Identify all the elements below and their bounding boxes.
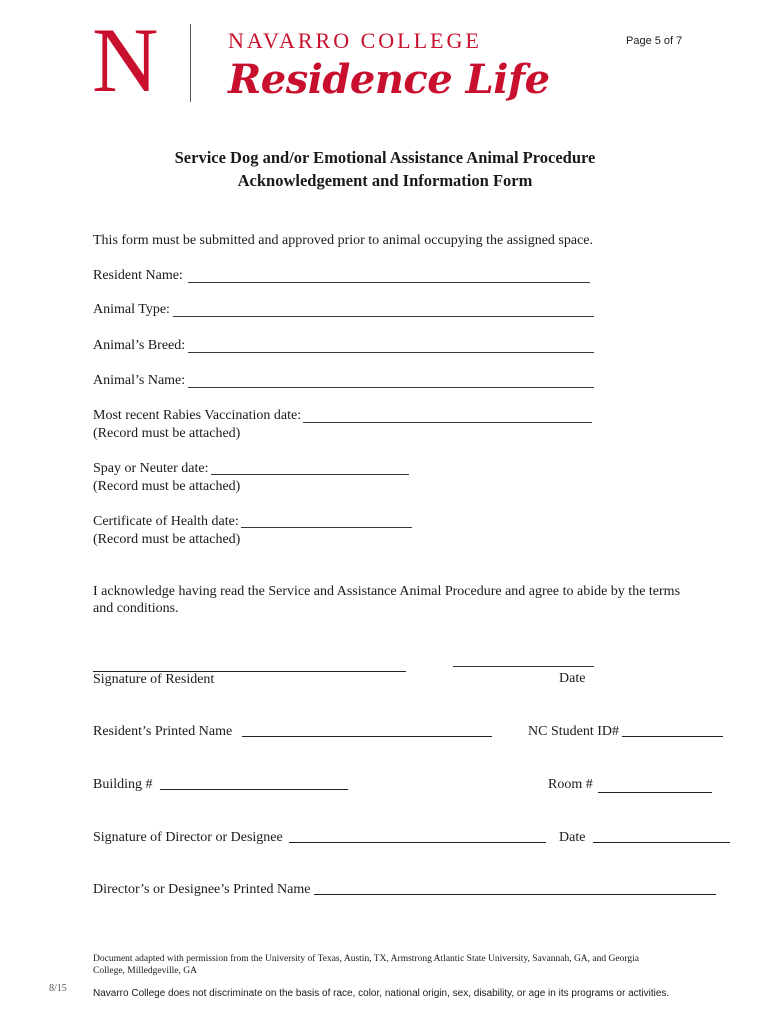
resident-name-label: Resident Name:	[93, 268, 183, 283]
version-date: 8/15	[49, 983, 67, 994]
director-date-label: Date	[559, 830, 586, 845]
college-name: NAVARRO COLLEGE	[228, 28, 482, 53]
health-date-field[interactable]	[241, 527, 412, 528]
nondiscrimination-statement: Navarro College does not discriminate on the basis of race, color, national origin, sex, disability, or age in its programs or activities.	[93, 988, 670, 999]
adapted-notice-line1: Document adapted with permission from the University of Texas, Austin, TX, Armstrong Atlantic State University, Savannah, GA, and Georgia	[93, 954, 639, 964]
building-field[interactable]	[160, 789, 348, 790]
acknowledgement-line1: I acknowledge having read the Service and Assistance Animal Procedure and agree to abide by the terms	[93, 584, 681, 599]
building-label: Building #	[93, 777, 153, 792]
intro-text: This form must be submitted and approved prior to animal occupying the assigned space.	[93, 233, 593, 248]
animal-name-label: Animal’s Name:	[93, 373, 186, 388]
student-id-label: NC Student ID#	[528, 724, 619, 739]
director-signature-label: Signature of Director or Designee	[93, 830, 283, 845]
resident-signature-label: Signature of Resident	[93, 672, 215, 687]
acknowledgement-line2: and conditions.	[93, 601, 179, 616]
form-title-line2: Acknowledgement and Information Form	[237, 171, 533, 190]
health-record-note: (Record must be attached)	[93, 532, 241, 547]
adapted-notice-line2: College, Milledgeville, GA	[93, 966, 197, 976]
rabies-record-note: (Record must be attached)	[93, 426, 241, 441]
resident-date-label: Date	[559, 671, 586, 686]
room-field[interactable]	[598, 792, 712, 793]
college-logo-letter: N	[92, 9, 157, 111]
printed-name-label: Resident’s Printed Name	[93, 724, 233, 739]
student-id-field[interactable]	[622, 736, 723, 737]
rabies-date-field[interactable]	[303, 422, 592, 423]
logo-divider	[190, 24, 191, 102]
director-signature-field[interactable]	[289, 842, 546, 843]
animal-type-field[interactable]	[173, 316, 594, 317]
director-printed-name-field[interactable]	[314, 894, 716, 895]
animal-breed-label: Animal’s Breed:	[93, 338, 186, 353]
rabies-date-label: Most recent Rabies Vaccination date:	[93, 408, 302, 423]
health-date-label: Certificate of Health date:	[93, 514, 239, 529]
spay-date-field[interactable]	[211, 474, 409, 475]
resident-name-field[interactable]	[188, 282, 590, 283]
printed-name-field[interactable]	[242, 736, 492, 737]
animal-name-field[interactable]	[188, 387, 594, 388]
page-indicator: Page 5 of 7	[626, 35, 683, 47]
spay-record-note: (Record must be attached)	[93, 479, 241, 494]
animal-breed-field[interactable]	[188, 352, 594, 353]
department-name: Residence Life	[228, 56, 550, 103]
form-title-line1: Service Dog and/or Emotional Assistance Animal Procedure	[174, 148, 596, 167]
director-date-field[interactable]	[593, 842, 730, 843]
resident-date-field[interactable]	[453, 666, 594, 667]
director-printed-name-label: Director’s or Designee’s Printed Name	[93, 882, 311, 897]
room-label: Room #	[548, 777, 593, 792]
animal-type-label: Animal Type:	[93, 302, 170, 317]
spay-date-label: Spay or Neuter date:	[93, 461, 209, 476]
